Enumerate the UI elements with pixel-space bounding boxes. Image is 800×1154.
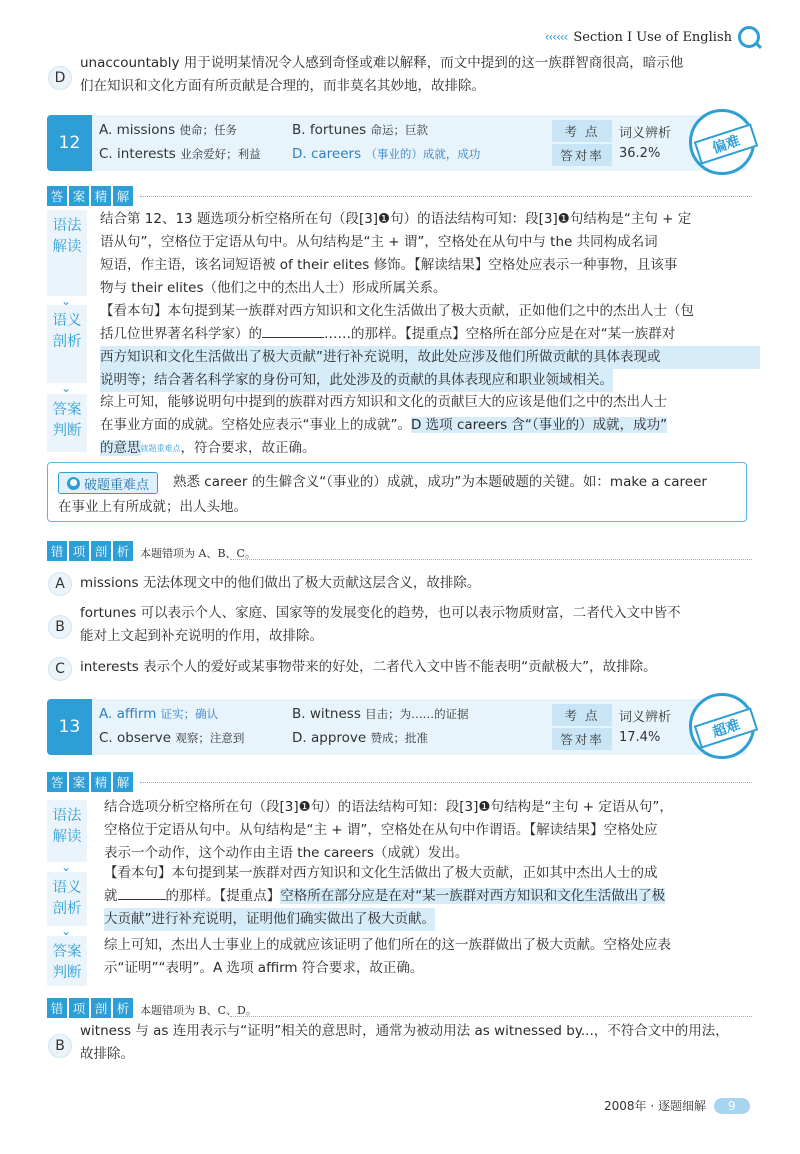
question-number: 13 xyxy=(47,699,92,755)
judgment-text: 综上可知，杰出人士事业上的成就应该证明了他们所在的这一族群做出了极大贡献。空格处应表 示“证明”“表明”。A 选项 affirm 符合要求，故正确。 xyxy=(104,937,671,976)
wrong-options-note: 本题错项为 A、B、C。 xyxy=(140,547,256,560)
point-label: 考 点 xyxy=(552,120,612,142)
wrong-option-a-text: missions 无法体现文中的他们做出了极大贡献这层含义，故排除。 xyxy=(80,575,481,591)
option-d-correct: D. careers （事业的）成就，成功 xyxy=(292,146,481,162)
question-13-box xyxy=(47,699,747,755)
divider xyxy=(230,1016,752,1017)
option-c: C. interests 业余爱好；利益 xyxy=(99,146,261,162)
divider xyxy=(140,196,752,197)
wrong-option-b-text: fortunes 可以表示个人、家庭、国家等的发展变化的趋势，也可以表示物质财富，二者代入文中皆不 能对上文起到补充说明的作用，故排除。 xyxy=(80,605,681,644)
wrong-letter-b: B xyxy=(48,1034,72,1058)
point-value: 词义辨析 xyxy=(619,126,672,141)
point-label: 考 点 xyxy=(552,704,612,726)
footer-text: 2008年 · 逐题细解 xyxy=(604,1099,706,1113)
question-stats xyxy=(547,699,747,755)
question-stats xyxy=(547,115,747,171)
rate-label: 答对率 xyxy=(552,728,612,750)
judgment-label: 答案 判断 xyxy=(47,936,87,986)
semantic-analysis-text: 【看本句】本句提到某一族群对西方知识和文化生活做出了极大贡献，正如其中杰出人士的成 就 的那样。【提重点】空格所在部分应是在对“某一族群对西方知识和文化生活做出了极 大贡献”进行补充说明，证明他们确实做出了极大贡献。 xyxy=(104,862,760,931)
wrong-option-c-text: interests 表示个人的爱好或某事物带来的好处，二者代入文中皆不能表明“贡献极大”，故排除。 xyxy=(80,659,657,675)
key-point-note: 就题重难点 xyxy=(140,444,181,453)
answer-analysis-title: 答 案 精 解 xyxy=(47,186,133,206)
difficulty-badge xyxy=(689,693,755,759)
wrong-option-b-text: witness 与 as 连用表示与“证明”相关的意思时，通常为被动用法 as witnessed by...，不符合文中的用法， 故排除。 xyxy=(80,1023,729,1062)
key-tip-line-1: 熟悉 career 的生僻含义“（事业的）成就，成功”为本题破题的关键。如：make a career xyxy=(173,474,707,490)
question-number: 12 xyxy=(47,115,92,171)
rate-label: 答对率 xyxy=(552,144,612,166)
difficulty-badge xyxy=(689,109,755,175)
wrong-letter-a: A xyxy=(48,572,72,596)
answer-analysis-title: 答 案 精 解 xyxy=(47,772,133,792)
wrong-letter-b: B xyxy=(48,615,72,639)
rate-value: 36.2% xyxy=(619,146,661,161)
wrong-options-title: 错 项 剖 析 xyxy=(47,541,133,561)
semantic-analysis-text: 【看本句】本句提到某一族群对西方知识和文化生活做出了极大贡献，正如他们之中的杰出人士（包 括几位世界著名科学家）的 ……的那样。【提重点】空格所在部分应是在对“某一族群对 西方知识和文化生活做出了极大贡献”进行补充说明，故此处应涉及他们所做贡献的具体表现或 说明等；结合著名科学家的身份可知，此处涉及的贡献的具体表现应和职业领域相关。 xyxy=(100,300,760,392)
answer-blank xyxy=(262,324,324,338)
option-c: C. observe 观察；注意到 xyxy=(99,730,245,746)
key-tip-box xyxy=(47,462,747,522)
grammar-analysis-text: 结合第 12、13 题选项分析空格所在句（段[3]❶句）的语法结构可知：段[3]❶句结构是“主句 + 定 语从句”，空格位于定语从句中。从句结构是“主 + 谓”，空格处在从句中与 the 共同构成名词 短语，作主语，该名词短语被 of their elites 修饰。【解读结果】空格处应表示一种事物，且该事 物与 their elites（他们之中的杰出人士）形成所属关系。 xyxy=(100,211,692,296)
grammar-label: 语法 解读 ⌄ xyxy=(47,210,87,296)
section-title: Section I Use of English xyxy=(573,29,732,45)
magnifier-icon: ● xyxy=(67,477,80,490)
judgment-text: 综上可知，能够说明句中提到的族群对西方知识和文化的贡献巨大的应该是他们之中的杰出人士 在事业方面的成就。空格处应表示“事业上的成就”。D 选项 careers 含“（事业的）成就，成功” 的意思$^{就题重难点}$，符合要求，故正确。 xyxy=(100,394,668,456)
grammar-analysis-text: 结合选项分析空格所在句（段[3]❶句）的语法结构可知：段[3]❶句结构是“主句 + 定语从句”， 空格位于定语从句中。从句结构是“主 + 谓”，空格处在从句中作谓语。【解读结果】空格处应 表示一个动作，这个动作由主语 the careers（成就）发出。 xyxy=(104,799,673,861)
grammar-label: 语法 解读 ⌄ xyxy=(47,800,87,862)
top-option-text: unaccountably 用于说明某情况令人感到奇怪或难以解释，而文中提到的这一族群智商很高，暗示他 们在知识和文化方面有所贡献是合理的，而非莫名其妙地，故排除。 xyxy=(80,55,684,94)
option-d: D. approve 赞成；批准 xyxy=(292,730,428,746)
option-a-correct: A. affirm 证实；确认 xyxy=(99,706,219,722)
magnifier-q-icon xyxy=(738,26,760,48)
option-b: B. fortunes 命运；巨款 xyxy=(292,122,428,138)
difficulty-label: 偏难 xyxy=(694,123,758,164)
judgment-label: 答案 判断 xyxy=(47,394,87,452)
option-a: A. missions 使命；任务 xyxy=(99,122,237,138)
rate-value: 17.4% xyxy=(619,730,661,745)
question-12-box xyxy=(47,115,747,171)
semantic-label: 语义 剖析 ⌄ xyxy=(47,872,87,926)
page-footer xyxy=(604,1097,750,1114)
option-letter-badge: D xyxy=(48,66,72,90)
semantic-label: 语义 剖析 ⌄ xyxy=(47,305,87,383)
wrong-options-title: 错 项 剖 析 xyxy=(47,998,133,1018)
difficulty-label: 超难 xyxy=(694,707,758,748)
answer-blank xyxy=(118,886,166,900)
arrows-decoration: ‹‹‹‹‹‹ xyxy=(544,30,568,44)
key-tip-label: ● 破题重难点 xyxy=(58,472,158,494)
point-value: 词义辨析 xyxy=(619,710,672,725)
running-header xyxy=(545,26,760,48)
key-tip-line-2: 在事业上有所成就；出人头地。 xyxy=(58,499,247,515)
wrong-options-note: 本题错项为 B、C、D。 xyxy=(140,1004,257,1017)
wrong-letter-c: C xyxy=(48,657,72,681)
page-number: 9 xyxy=(714,1098,750,1114)
divider xyxy=(230,559,752,560)
option-b: B. witness 目击；为……的证据 xyxy=(292,706,469,722)
divider xyxy=(140,782,752,783)
